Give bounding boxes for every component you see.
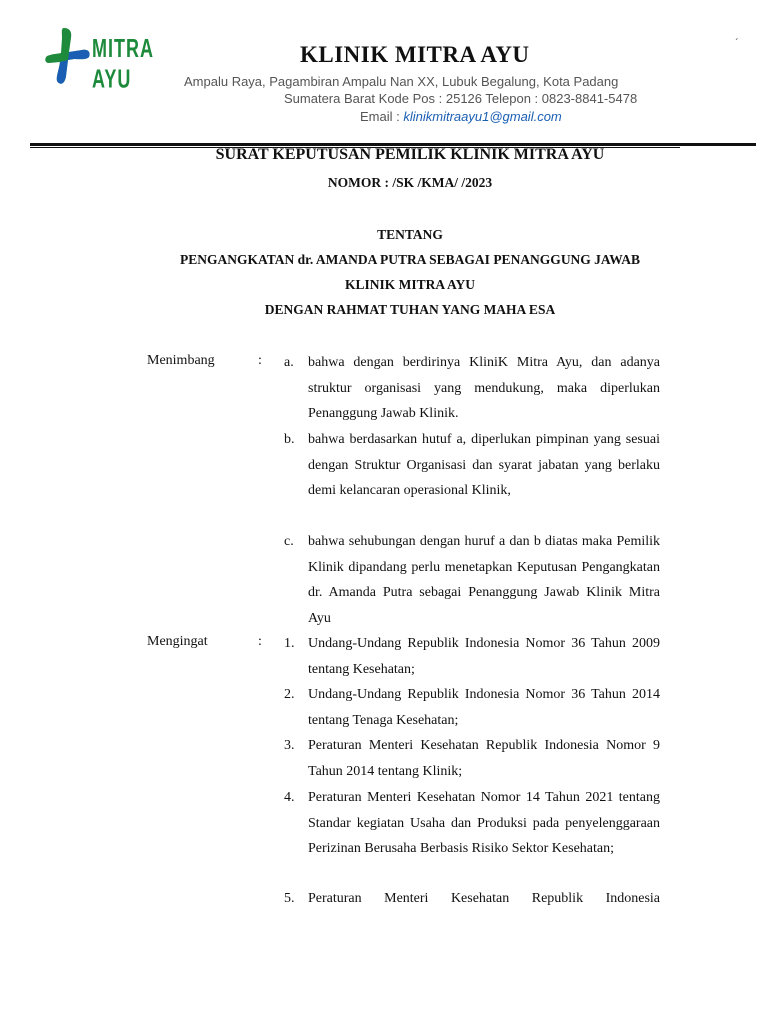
subject-line-2: KLINIK MITRA AYU <box>344 277 476 292</box>
item-marker: 1. <box>284 636 295 651</box>
item-marker: 5. <box>284 891 295 906</box>
item-text: bahwa sehubungan dengan huruf a dan b diatas maka Pemilik Klinik dipandang perlu menetapkan Keputusan Pengangkatan dr. Amanda Putra sebagai Penanggung Jawab Klinik Mitra Ayu <box>308 534 660 626</box>
email-label: Email : <box>360 109 404 124</box>
email-link[interactable]: klinikmitraayu1@gmail.com <box>403 109 562 124</box>
mengingat-label: Mengingat <box>147 634 208 649</box>
email-line <box>360 109 562 124</box>
menimbang-item-b <box>284 427 660 504</box>
mengingat-item-3 <box>284 733 660 784</box>
item-text: Undang-Undang Republik Indonesia Nomor 36 Tahun 2009 tentang Kesehatan; <box>308 636 660 677</box>
address-line-1: Ampalu Raya, Pagambiran Ampalu Nan XX, Lubuk Begalung, Kota Padang <box>184 74 619 89</box>
menimbang-colon: : <box>258 353 262 368</box>
menimbang-item-c <box>284 529 660 631</box>
item-text: Peraturan Menteri Kesehatan Nomor 14 Tahun 2021 tentang Standar kegiatan Usaha dan Produksi pada penyelenggaraan Perizinan Berusaha Berbasis Risiko Sektor Kesehatan; <box>308 790 660 857</box>
menimbang-label: Menimbang <box>147 353 215 368</box>
tentang-heading: TENTANG <box>377 227 443 242</box>
logo-text: MITRA AYU <box>92 34 154 94</box>
item-marker: c. <box>284 534 294 549</box>
address-line-2: Sumatera Barat Kode Pos : 25126 Telepon : 0823-8841-5478 <box>284 91 638 106</box>
item-marker: a. <box>284 355 294 370</box>
mengingat-item-5 <box>284 886 660 912</box>
menimbang-item-a <box>284 350 660 427</box>
clinic-logo <box>44 26 176 94</box>
corner-mark: ´ <box>735 38 739 49</box>
item-marker: b. <box>284 432 295 447</box>
item-text: bahwa dengan berdirinya KliniK Mitra Ayu, dan adanya struktur organisasi yang mendukung, maka diperlukan Penanggung Jawab Klinik. <box>308 355 660 422</box>
mengingat-item-4 <box>284 785 660 862</box>
medical-cross-icon <box>44 26 92 86</box>
item-marker: 4. <box>284 790 295 805</box>
document-title: SURAT KEPUTUSAN PEMILIK KLINIK MITRA AYU <box>215 146 605 163</box>
document-number: NOMOR : /SK /KMA/ /2023 <box>327 175 493 190</box>
item-text: Undang-Undang Republik Indonesia Nomor 36 Tahun 2014 tentang Tenaga Kesehatan; <box>308 687 660 728</box>
org-name: KLINIK MITRA AYU <box>300 42 530 67</box>
item-text: Peraturan Menteri Kesehatan Republik Indonesia <box>308 891 660 906</box>
preamble: DENGAN RAHMAT TUHAN YANG MAHA ESA <box>264 302 556 317</box>
subject-line-1: PENGANGKATAN dr. AMANDA PUTRA SEBAGAI PENANGGUNG JAWAB <box>180 252 640 267</box>
item-text: bahwa berdasarkan hutuf a, diperlukan pimpinan yang sesuai dengan Struktur Organisasi dan syarat jabatan yang berlaku demi kelancaran operasional Klinik, <box>308 432 660 499</box>
mengingat-colon: : <box>258 634 262 649</box>
item-marker: 2. <box>284 687 295 702</box>
mengingat-item-2 <box>284 682 660 733</box>
item-text: Peraturan Menteri Kesehatan Republik Indonesia Nomor 9 Tahun 2014 tentang Klinik; <box>308 738 660 779</box>
mengingat-item-1 <box>284 631 660 682</box>
item-marker: 3. <box>284 738 295 753</box>
